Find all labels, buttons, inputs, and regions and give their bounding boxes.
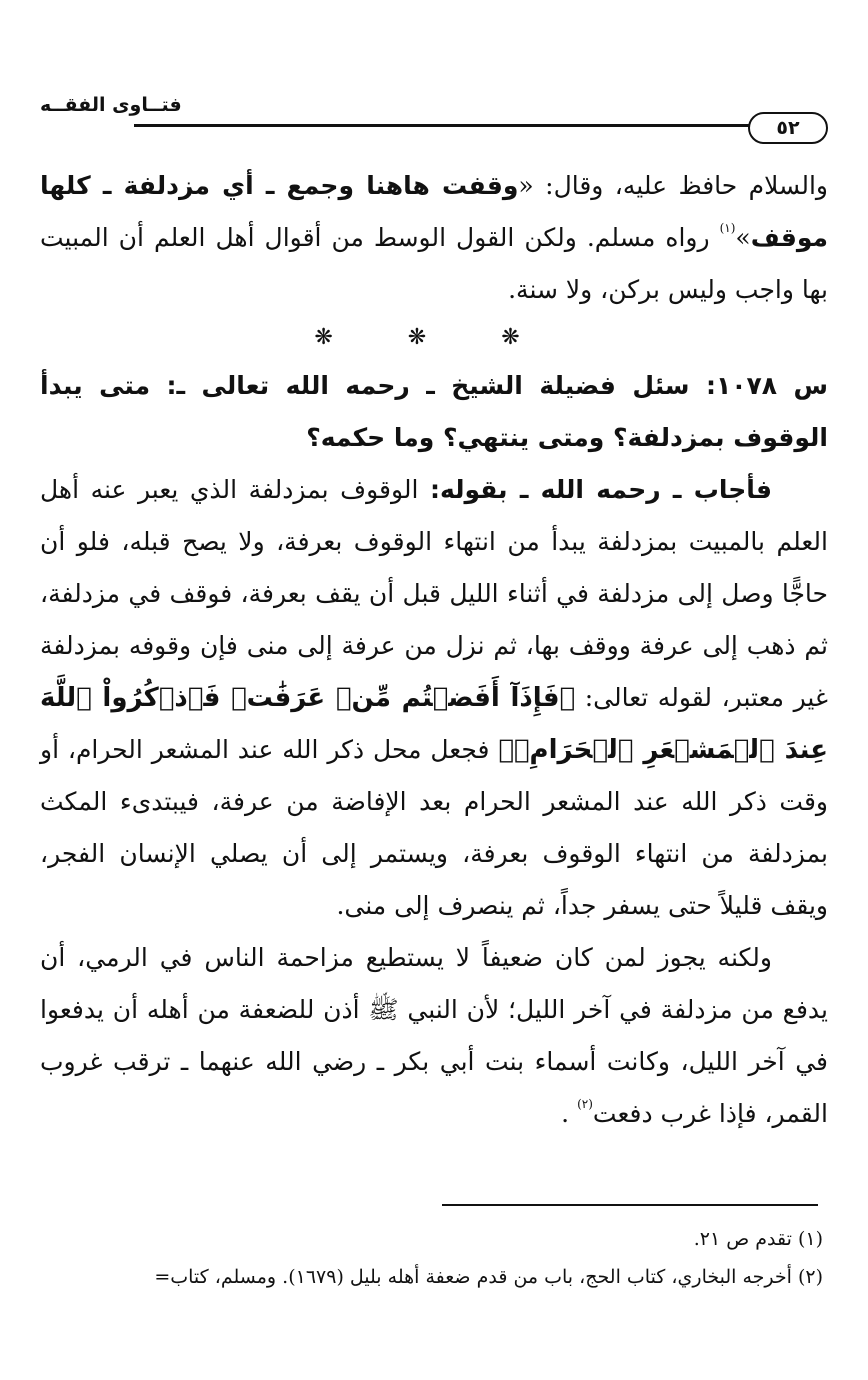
paragraph-hadith <box>40 160 828 316</box>
text-run: ولكنه يجوز لمن كان ضعيفاً لا يستطيع مزاحمة الناس في الرمي، أن يدفع من مزدلفة في آخر الليل؛ لأن النبي ﷺ أذن للضعفة من أهله أن يدفعوا في آخر الليل، وكانت أسماء بنت أبي بكر ـ رضي الله عنهما ـ ترقب غروب القمر، فإذا غرب دفعت <box>40 943 828 1128</box>
section-separator: ❋ ❋ ❋ <box>314 325 554 350</box>
text-run: » <box>735 223 751 252</box>
hadith-quote: وقفت هاهنا وجمع ـ أي مزدلفة ـ كلها موقف <box>40 171 828 252</box>
running-header-title: فتــاوى الفقــه <box>40 94 182 116</box>
question-heading: س ١٠٧٨: سئل فضيلة الشيخ ـ رحمه الله تعالى ـ: متى يبدأ الوقوف بمزدلفة؟ ومتى ينتهي؟ وما حكمه؟ <box>40 371 829 452</box>
text-run: . <box>561 1099 578 1128</box>
footnote-rule <box>442 1204 818 1206</box>
footnote-1: (١) تقدم ص ٢١. <box>693 1228 823 1250</box>
text-run: فجعل محل ذكر الله عند المشعر الحرام، أو وقت ذكر الله عند المشعر الحرام بعد الإفاضة من عرفة، فيبتدىء المكث بمزدلفة من انتهاء الوقوف بعرفة، ويستمر إلى أن يصلي الإنسان الفجر، ويقف قليلاً حتى يسفر جداً، ثم ينصرف إلى منى. <box>40 735 828 920</box>
answer-label: فأجاب ـ رحمه الله ـ بقوله: <box>429 475 772 504</box>
answer-paragraph <box>40 464 828 932</box>
footnote-ref: (١) <box>719 221 736 235</box>
text-run: رواه مسلم. ولكن القول الوسط من أقوال أهل العلم أن المبيت بها واجب وليس بركن، ولا سنة. <box>40 223 828 304</box>
footnotes <box>40 1220 823 1296</box>
quran-verse: ﴿فَإِذَآ أَفَضۡتُم مِّنۡ عَرَفَٰتٖ فَٱذۡكُرُواْ ٱللَّهَ عِندَ ٱلۡمَشۡعَرِ ٱلۡحَرَامِۖ﴾ <box>40 683 829 765</box>
text-run: الوقوف بمزدلفة الذي يعبر عنه أهل العلم بالمبيت بمزدلفة يبدأ من انتهاء الوقوف بعرفة، ولا يصح قبله، فلو أن حاجًّا وصل إلى مزدلفة في أثناء الليل قبل أن يقف بعرفة، فوقف في مزدلفة، ثم ذهب إلى عرفة ووقف بها، ثم نزل من عرفة إلى منى فإن وقوفه بمزدلفة غير معتبر، لقوله تعالى: <box>40 475 828 712</box>
paragraph-weak-pilgrims <box>40 932 828 1140</box>
footnote-2: (٢) أخرجه البخاري، كتاب الحج، باب من قدم ضعفة أهله بليل (١٦٧٩). ومسلم، كتاب= <box>154 1266 823 1288</box>
header-rule <box>134 124 818 127</box>
text-run: والسلام حافظ عليه، وقال: « <box>518 171 828 200</box>
footnote-ref: (٢) <box>577 1097 593 1111</box>
page-number-badge: ٥٢ <box>748 112 828 144</box>
question-paragraph <box>40 360 828 464</box>
main-text <box>40 160 828 1140</box>
